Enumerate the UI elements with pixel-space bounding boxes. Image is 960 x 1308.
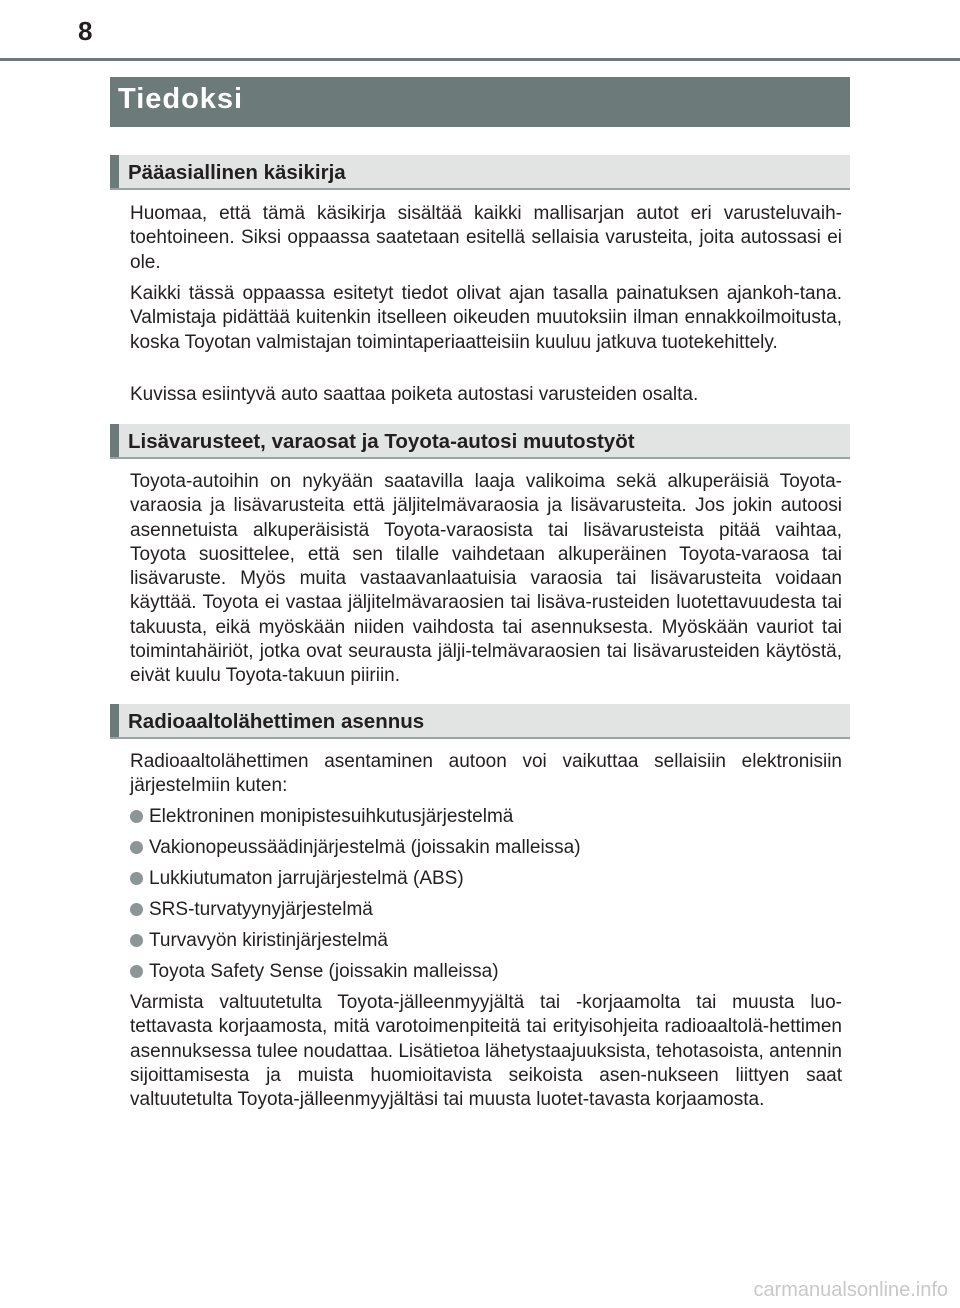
section-marker <box>110 704 119 737</box>
section-marker <box>110 424 119 457</box>
section-marker <box>110 155 119 188</box>
top-rule <box>0 58 960 61</box>
list-item <box>130 929 842 953</box>
bullet-icon <box>130 965 143 978</box>
list-item <box>130 836 842 860</box>
bullet-icon <box>130 810 143 823</box>
section-title: Pääasiallinen käsikirja <box>128 161 346 184</box>
list-item-text: Turvavyön kiristinjärjestelmä <box>149 930 388 951</box>
paragraph: Varmista valtuutetulta Toyota-jälleenmyyjältä tai -korjaamolta tai muusta luo-tettavasta korjaamosta, mitä varotoimenpiteitä tai erityisohjeita radioaaltolä-hettimen asennuksessa tulee noudattaa. Lisätietoa lähetystaajuuksista, tehotasoista, antennin sijoittamisesta ja muista huomioitavista seikoista asen-nukseen liittyen saat valtuutetulta Toyota-jälleenmyyjältäsi tai muusta luotet-tavasta korjaamosta. <box>130 992 842 1111</box>
paragraph: Kuvissa esiintyvä auto saattaa poiketa autostasi varusteiden osalta. <box>130 384 699 405</box>
bullet-icon <box>130 872 143 885</box>
list-item <box>130 960 842 984</box>
list-item <box>130 898 842 922</box>
list-item-text: SRS-turvatyynyjärjestelmä <box>149 899 373 920</box>
list-item-text: Vakionopeussäädinjärjestelmä (joissakin malleissa) <box>149 837 581 858</box>
paragraph: Toyota-autoihin on nykyään saatavilla laaja valikoima sekä alkuperäisiä Toyota-varaosia ja lisävarusteita että jäljitelmävaraosia ja lisävarusteita. Jos jokin autoosi asennetuista alkuperäisistä Toyota-varaosista tai lisävarusteista pitää vaihtaa, Toyota suosittelee, että sen tilalle vaihdetaan alkuperäinen Toyota-varaosa tai lisävaruste. Myös muita vastaavanlaatuisia varaosia tai lisävarusteita voidaan käyttää. Toyota ei vastaa jäljitelmävaraosien tai lisäva-rusteiden luotettavuudesta tai takuusta, eikä myöskään niiden vaihdosta tai asennuksesta. Myöskään vauriot tai toimintahäiriöt, jotka ovat seurausta jälji-telmävaraosien tai lisävarusteiden käytöstä, eivät kuulu Toyota-takuun piiriin. <box>130 471 842 687</box>
section-title: Radioaaltolähettimen asennus <box>128 710 425 733</box>
bullet-icon <box>130 934 143 947</box>
list-item-text: Elektroninen monipistesuihkutusjärjestelmä <box>149 806 514 827</box>
list-item-text: Toyota Safety Sense (joissakin malleissa) <box>149 961 499 982</box>
section-heading-accessories <box>110 424 850 459</box>
paragraph: Radioaaltolähettimen asentaminen autoon voi vaikuttaa sellaisiin elektronisiin järjestelmiin kuten: <box>130 751 842 797</box>
section-heading-main-manual <box>110 155 850 190</box>
list-item <box>130 805 842 829</box>
paragraph: Huomaa, että tämä käsikirja sisältää kaikki mallisarjan autot eri varusteluvaih-toehtoineen. Siksi oppaassa saatetaan esitellä sellaisia varusteita, joita autossasi ei ole. <box>130 203 842 273</box>
page-number: 8 <box>78 16 93 46</box>
bullet-icon <box>130 903 143 916</box>
paragraph: Kaikki tässä oppaassa esitetyt tiedot olivat ajan tasalla painatuksen ajankoh-tana. Valmistaja pidättää kuitenkin itselleen oikeuden muutoksiin ilman ennakkoilmoitusta, koska Toyotan valmistajan toimintaperiaatteisiin kuuluu jatkuva tuotekehittely. <box>130 283 842 353</box>
bullet-icon <box>130 841 143 854</box>
section-heading-radio-transmitter <box>110 704 850 739</box>
watermark: carmanualsonline.info <box>753 1279 948 1301</box>
list-item <box>130 867 842 891</box>
section-title: Lisävarusteet, varaosat ja Toyota-autosi muutostyöt <box>128 430 635 453</box>
list-item-text: Lukkiutumaton jarrujärjestelmä (ABS) <box>149 868 464 889</box>
chapter-title: Tiedoksi <box>110 77 850 127</box>
